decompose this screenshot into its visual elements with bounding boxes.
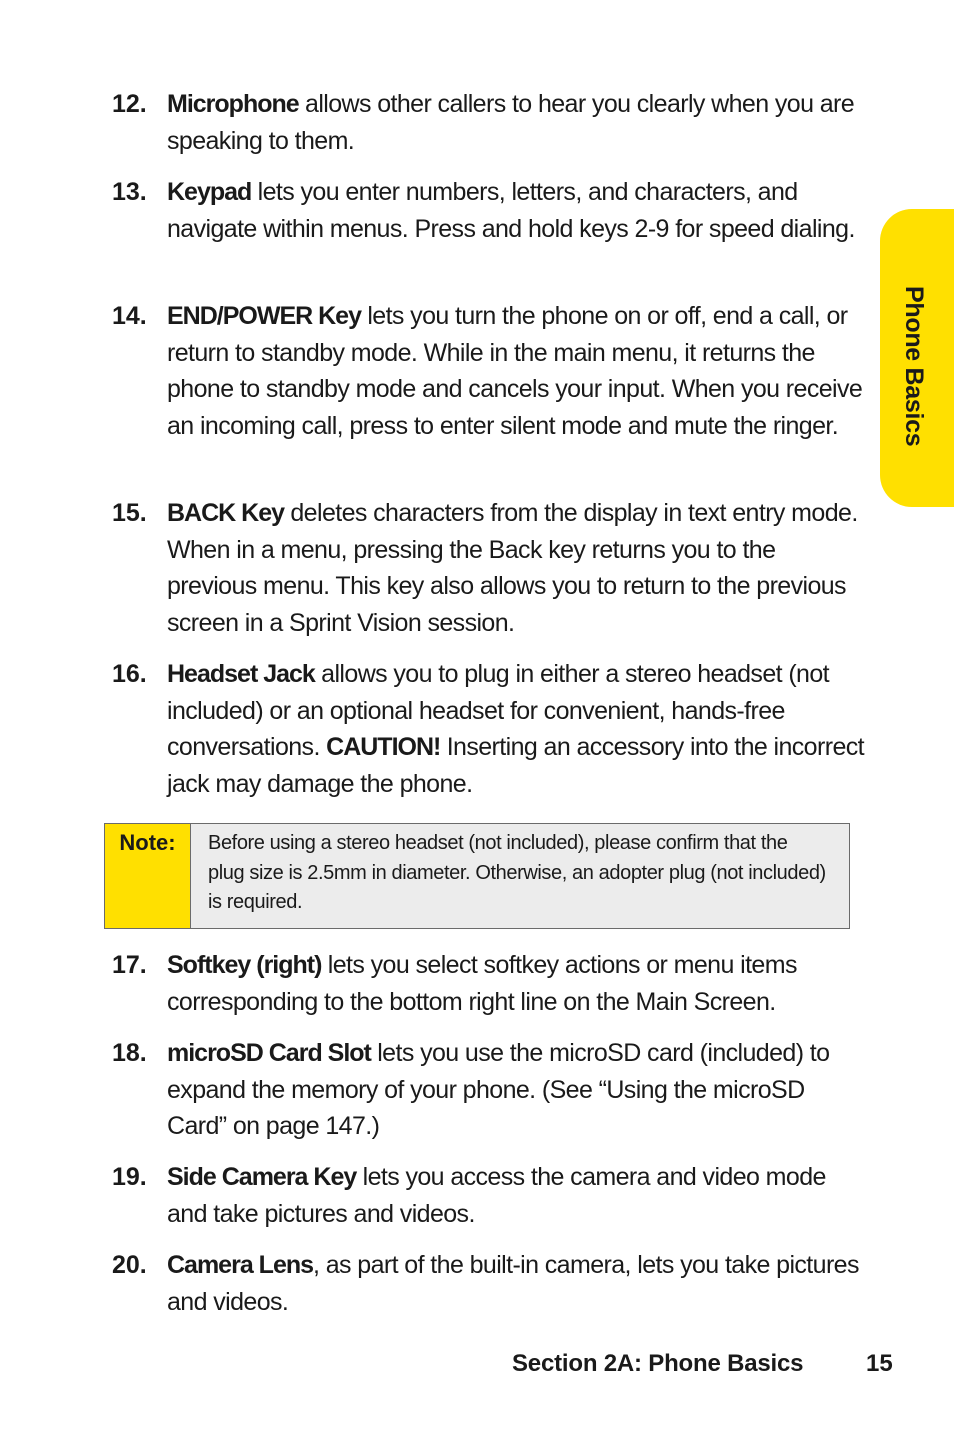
item-description: lets you turn the phone on or off, end a call, or return to standby mode. While in the main menu, it returns the phone to standby mode and cancels your input. When you receive an incoming call, press to enter silent mode and mute the ringer. bbox=[167, 302, 863, 440]
item-19 bbox=[112, 1159, 864, 1232]
item-term: BACK Key bbox=[167, 499, 285, 527]
item-description-cont: Inserting an accessory into the incorrect jack may damage the phone. bbox=[167, 733, 864, 798]
item-term: Headset Jack bbox=[167, 660, 315, 688]
caution-label: CAUTION! bbox=[326, 733, 441, 761]
item-description: lets you select softkey actions or menu items corresponding to the bottom right line on the Main Screen. bbox=[167, 951, 797, 1016]
item-description: lets you use the microSD card (included) to expand the memory of your phone. (See “Using the microSD Card” on page 147.) bbox=[167, 1039, 830, 1140]
item-13 bbox=[112, 174, 864, 247]
item-description: lets you enter numbers, letters, and characters, and navigate within menus. Press and hold keys 2-9 for speed dialing. bbox=[167, 178, 855, 243]
item-20 bbox=[112, 1247, 864, 1320]
item-description: allows other callers to hear you clearly when you are speaking to them. bbox=[167, 90, 855, 155]
item-term: END/POWER Key bbox=[167, 302, 361, 330]
item-15 bbox=[112, 495, 864, 641]
item-14 bbox=[112, 298, 864, 444]
item-term: Softkey (right) bbox=[167, 951, 322, 979]
item-description: , as part of the built-in camera, lets you take pictures and videos. bbox=[167, 1251, 859, 1316]
item-number: 20. bbox=[112, 1251, 147, 1279]
item-term: microSD Card Slot bbox=[167, 1039, 371, 1067]
item-number: 13. bbox=[112, 178, 147, 206]
item-term: Keypad bbox=[167, 178, 252, 206]
item-number: 15. bbox=[112, 499, 147, 527]
item-term: Microphone bbox=[167, 90, 299, 118]
item-number: 14. bbox=[112, 302, 147, 330]
item-description: deletes characters from the display in text entry mode. When in a menu, pressing the Back key returns you to the previous menu. This key also allows you to return to the previous screen in a Sprint Vision session. bbox=[167, 499, 858, 637]
item-18 bbox=[112, 1035, 864, 1145]
item-12 bbox=[112, 86, 864, 159]
item-17 bbox=[112, 947, 864, 1020]
item-16 bbox=[112, 656, 864, 802]
item-number: 16. bbox=[112, 660, 147, 688]
item-description: lets you access the camera and video mode and take pictures and videos. bbox=[167, 1163, 826, 1228]
item-description: allows you to plug in either a stereo headset (not included) or an optional headset for convenient, hands-free conversations. bbox=[167, 660, 830, 761]
page-number: 15 bbox=[866, 1350, 893, 1377]
item-term: Side Camera Key bbox=[167, 1163, 357, 1191]
item-number: 18. bbox=[112, 1039, 147, 1067]
item-number: 17. bbox=[112, 951, 147, 979]
section-side-tab-label: Phone Basics bbox=[900, 285, 928, 447]
item-term: Camera Lens bbox=[167, 1251, 314, 1279]
item-number: 12. bbox=[112, 90, 147, 118]
note-text: Before using a stereo headset (not included), please confirm that the plug size is 2.5mm in diameter. Otherwise, an adopter plug (not included) is required. bbox=[208, 832, 826, 913]
note-box bbox=[104, 823, 850, 929]
footer-section-title: Section 2A: Phone Basics bbox=[512, 1350, 804, 1377]
note-label: Note: bbox=[105, 824, 191, 928]
item-number: 19. bbox=[112, 1163, 147, 1191]
